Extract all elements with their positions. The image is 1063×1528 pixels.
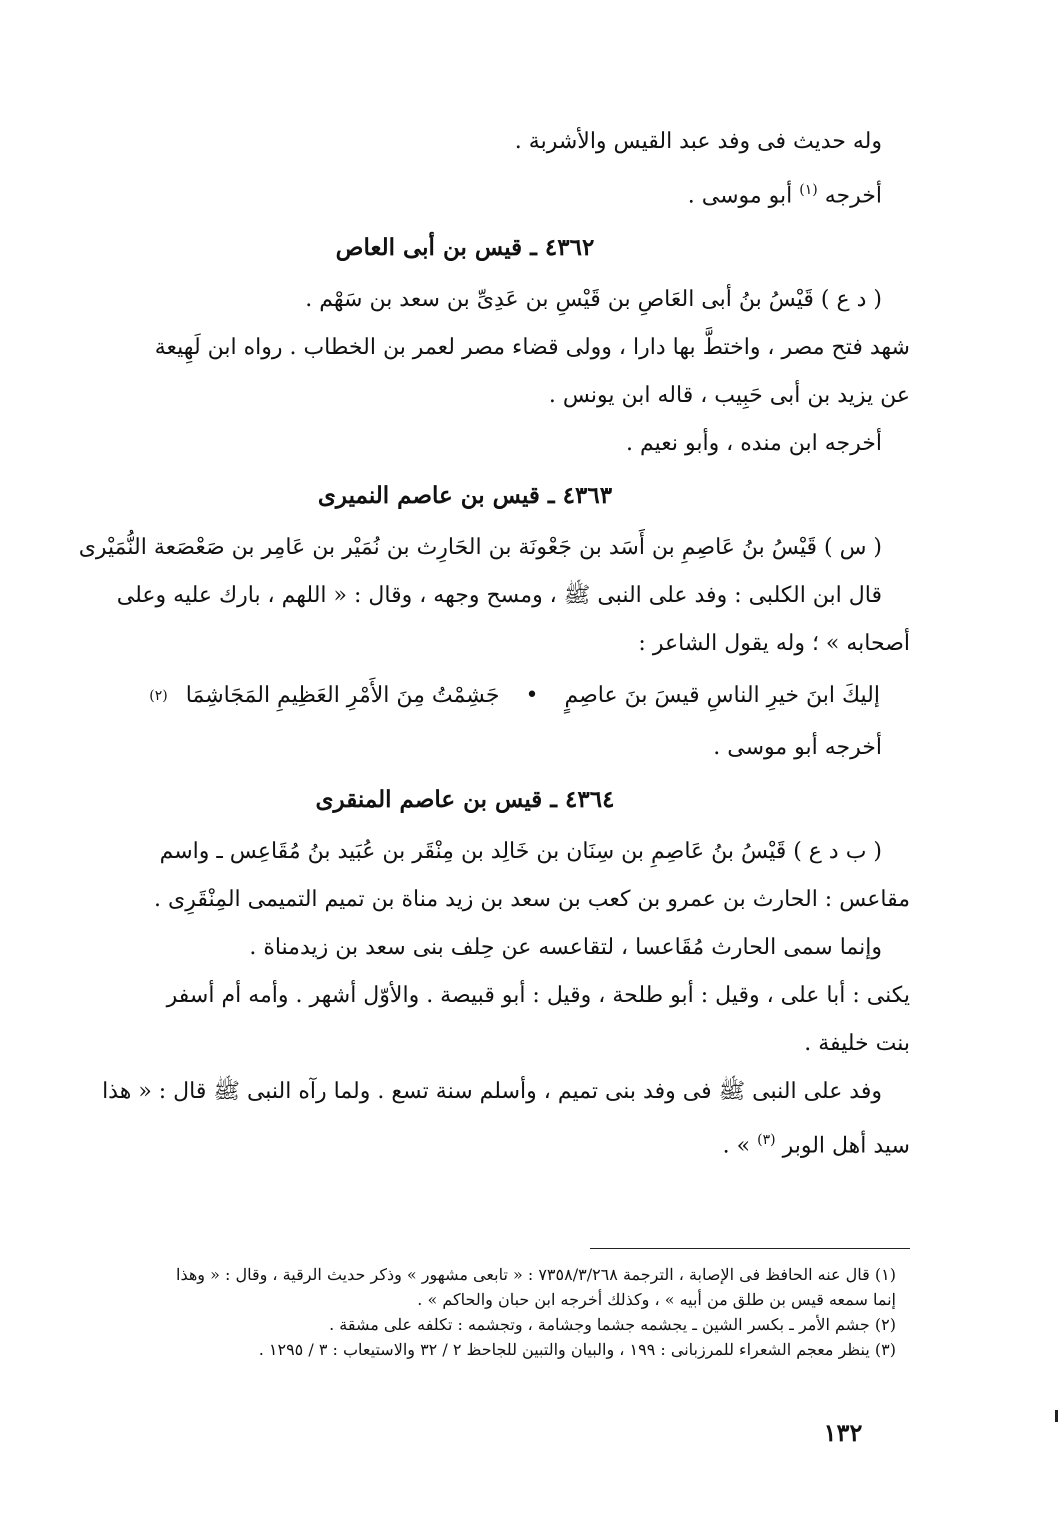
- paragraph: قال ابن الكلبى : وفد على النبى ﷺ ، ومسح وجهه ، وقال : « اللهم ، بارك عليه وعلى: [116, 583, 882, 609]
- paragraph: [20, 1116, 910, 1170]
- paragraph: يكنى : أبا على ، وقيل : أبو طلحة ، وقيل : أبو قبيصة . والأوّل أشهر . وأمه أم أسفر: [166, 983, 910, 1009]
- paragraph: وفد على النبى ﷺ فى وفد بنى تميم ، وأسلم سنة تسع . ولما رآه النبى ﷺ قال : « هذا: [102, 1079, 882, 1105]
- footnote-text: (١) قال عنه الحافظ فى الإصابة ، الترجمة ٧٣٥٨/٣/٢٦٨ : « تابعى مشهور » وذكر حديث الرقية ، وقال : « وهذا: [176, 1265, 896, 1284]
- paragraph: ( س ) قَيْسُ بنُ عَاصِمِ بن أَسَد بن جَعْونَة بن الحَارِث بن نُمَيْر بن عَامِر بن صَعْصَعة النُّمَيْرى: [78, 535, 882, 561]
- paragraph: [20, 166, 910, 220]
- paragraph: مقاعس : الحارث بن عمرو بن كعب بن سعد بن زيد مناة بن تميم التميمى المِنْقَرِى .: [154, 887, 910, 913]
- footnotes: [20, 1262, 910, 1362]
- footnote-ref: (٢): [149, 688, 168, 705]
- footnote-text: إنما سمعه قيس بن طلق من أبيه » ، وكذلك أخرجه ابن حبان والحاكم » .: [417, 1290, 896, 1309]
- paragraph: أخرجه ابن منده ، وأبو نعيم .: [625, 431, 882, 457]
- paragraph: وإنما سمى الحارث مُقَاعسا ، لتقاعسه عن حِلف بنى سعد بن زيدمناة .: [249, 935, 882, 961]
- paragraph: شهد فتح مصر ، واختطَّ بها دارا ، وولى قضاء مصر لعمر بن الخطاب . رواه ابن لَهِيعة: [154, 335, 910, 361]
- scan-mark: [1055, 1410, 1058, 1422]
- paragraph-text: أخرجه: [824, 183, 882, 209]
- verse-separator: •: [525, 683, 539, 709]
- paragraph-text: أبو موسى .: [687, 183, 793, 209]
- poetry-verse: [20, 668, 910, 724]
- footnote: [20, 1262, 910, 1312]
- verse-first-hemistich: إليكَ ابنَ خيرِ الناسِ قيسَ بنَ عاصِمٍ: [564, 683, 880, 709]
- footnote: (٣) ينظر معجم الشعراء للمرزبانى : ١٩٩ ، والبيان والتبين للجاحظ ٢ / ٣٢ والاستيعاب : ٣ / ١٢٩٥ .: [258, 1340, 896, 1359]
- verse-second-hemistich: جَشِمْتُ مِنَ الأَمْرِ العَظِيمِ المَجَاشِمَا: [185, 683, 500, 709]
- paragraph: عن يزيد بن أبى حَبِيب ، قاله ابن يونس .: [548, 383, 910, 409]
- entry-heading: ٤٣٦٣ ـ قيس بن عاصم النميرى: [317, 482, 613, 510]
- entry-heading: ٤٣٦٢ ـ قيس بن أبى العاص: [335, 234, 595, 262]
- footnote-ref: (١): [799, 182, 818, 198]
- footnote-ref: (٣): [757, 1132, 776, 1149]
- paragraph: ( د ع ) قَيْسُ بنُ أبى العَاصِ بن قَيْسِ بن عَدِىِّ بن سعد بن سَهْم .: [305, 287, 882, 313]
- footnote: (٢) جشم الأمر ـ بكسر الشين ـ يجشمه جشما وجشامة ، وتجشمه : تكلفه على مشقة .: [329, 1315, 896, 1334]
- paragraph: ( ب د ع ) قَيْسُ بنُ عَاصِمِ بن سِنَان بن خَالِد بن مِنْقَر بن عُبَيد بنُ مُقَاعِس ـ واسم: [159, 839, 882, 865]
- paragraph: وله حديث فى وفد عبد القيس والأشربة .: [514, 129, 882, 154]
- paragraph-text: سيد أهل الوبر: [782, 1133, 910, 1159]
- entry-heading: ٤٣٦٤ ـ قيس بن عاصم المنقرى: [315, 786, 615, 814]
- paragraph: بنت خليفة .: [804, 1031, 910, 1057]
- paragraph: أخرجه أبو موسى .: [713, 735, 882, 761]
- main-text-column: [20, 118, 910, 1171]
- footnote-divider: [590, 1248, 910, 1249]
- page-number: ١٣٢: [823, 1418, 863, 1447]
- paragraph-text: » .: [722, 1133, 751, 1159]
- paragraph: أصحابه » ؛ وله يقول الشاعر :: [638, 631, 910, 657]
